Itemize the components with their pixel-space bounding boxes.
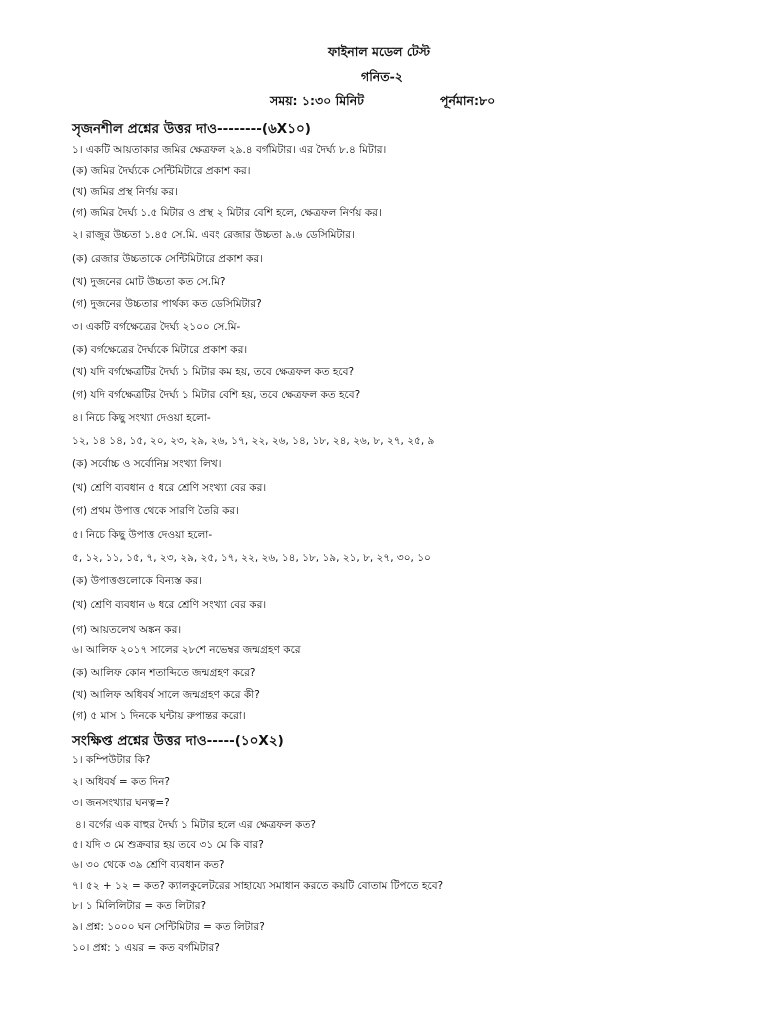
short-question-line: ৩। জনসংখ্যার ঘনত্ব=? bbox=[72, 797, 170, 809]
question-line: ২। রাজুর উচ্চতা ১.৪৫ সে.মি. এবং রেজার উচ্চতা ৯.৬ ডেসিমিটার। bbox=[72, 229, 355, 241]
full-marks: পূর্নমান:৮০ bbox=[440, 93, 496, 108]
short-question-line: ১০। প্রশ্ন: ১ এয়র = কত বর্গমিটার? bbox=[72, 942, 220, 954]
question-line: (ক) আলিফ কোন শতাব্দিতে জন্মগ্রহণ করে? bbox=[72, 667, 256, 679]
short-question-line: ১। কম্পিউটার কি? bbox=[72, 754, 151, 766]
subject-name: গনিত-২ bbox=[361, 69, 403, 84]
exam-time: সময়: ১:৩০ মিনিট bbox=[270, 93, 364, 108]
short-question-line: ৬। ৩০ থেকে ৩৯ শ্রেণি ব্যবধান কত? bbox=[72, 859, 225, 871]
question-line: (ক) জমির দৈর্ঘ্যকে সেন্টিমিটারে প্রকাশ কর। bbox=[72, 165, 251, 177]
short-question-line: ৭। ৫২ + ১২ = কত? ক্যালকুলেটরের সাহায্যে সমাধান করতে কয়টি বোতাম টিপতে হবে? bbox=[72, 880, 444, 892]
question-line: (গ) ৫ মাস ১ দিনকে ঘন্টায় রুপান্তর করো। bbox=[72, 710, 246, 722]
question-line: (ক) উপাত্তগুলোকে বিন্যস্ত কর। bbox=[72, 575, 202, 587]
question-line: (খ) শ্রেণি ব্যবধান ৬ ধরে শ্রেণি সংখ্যা বের কর। bbox=[72, 599, 267, 611]
question-line: (ক) রেজার উচ্চতাকে সেন্টিমিটারে প্রকাশ কর। bbox=[72, 253, 263, 265]
question-line: ১। একটি আয়তাকার জমির ক্ষেত্রফল ২৯.৪ বর্গমিটার। এর দৈর্ঘ্য ৮.৪ মিটার। bbox=[72, 144, 387, 156]
question-line: (খ) জমির প্রস্থ নির্ণয় কর। bbox=[72, 186, 178, 198]
question-line: (গ) প্রথম উপাত্ত থেকে সারণি তৈরি কর। bbox=[72, 505, 239, 517]
question-line: (গ) দুজনের উচ্চতার পার্থক্য কত ডেসিমিটার? bbox=[72, 298, 262, 310]
exam-title: ফাইনাল মডেল টেস্ট bbox=[328, 44, 431, 59]
short-question-line: ৯। প্রশ্ন: ১০০০ ঘন সেন্টিমিটার = কত লিটার? bbox=[72, 921, 265, 933]
question-line: (খ) আলিফ অধিবর্ষ সালে জন্মগ্রহণ করে কী? bbox=[72, 689, 260, 701]
question-line: ৪। নিচে কিছু সংখ্যা দেওয়া হলো- bbox=[72, 412, 211, 424]
question-line: ৬। আলিফ ২০১৭ সালের ২৮শে নভেম্বর জন্মগ্রহণ করে bbox=[72, 644, 301, 656]
question-line: (ক) বর্গক্ষেত্রের দৈর্ঘ্যকে মিটারে প্রকাশ কর। bbox=[72, 344, 248, 356]
question-line: (খ) শ্রেণি ব্যবধান ৫ ধরে শ্রেণি সংখ্যা বের কর। bbox=[72, 482, 267, 494]
question-line: (গ) আয়তলেখ অঙ্কন কর। bbox=[72, 624, 182, 636]
creative-section-heading: সৃজনশীল প্রশ্নের উত্তর দাও--------(৬X১০) bbox=[72, 121, 311, 137]
question-line: (গ) যদি বর্গক্ষেত্রটির দৈর্ঘ্য ১ মিটার বেশি হয়, তবে ক্ষেত্রফল কত হবে? bbox=[72, 389, 361, 401]
question-line: (ক) সর্বোচ্চ ও সর্বোনিম্ন সংখ্যা লিখ। bbox=[72, 458, 222, 470]
question-line: (খ) দুজনের মোট উচ্চতা কত সে.মি? bbox=[72, 276, 226, 288]
short-section-heading: সংক্ষিপ্ত প্রশ্নের উত্তর দাও-----(১০X২) bbox=[72, 733, 284, 749]
question-line: ৫। নিচে কিছু উপাত্ত দেওয়া হলো- bbox=[72, 529, 213, 541]
short-question-line: ২। অধিবর্ষ = কত দিন? bbox=[72, 776, 170, 788]
question-line: (খ) যদি বর্গক্ষেত্রটির দৈর্ঘ্য ১ মিটার কম হয়, তবে ক্ষেত্রফল কত হবে? bbox=[72, 366, 355, 378]
short-question-line: ৫। যদি ৩ মে শুক্রবার হয় তবে ৩১ মে কি বার? bbox=[72, 839, 264, 851]
question-line: (গ) জমির দৈর্ঘ্য ১.৫ মিটার ও প্রস্থ ২ মিটার বেশি হলে, ক্ষেত্রফল নির্ণয় কর। bbox=[72, 207, 382, 219]
question-line: ৩। একটি বর্গক্ষেত্রের দৈর্ঘ্য ২১০০ সে.মি- bbox=[72, 321, 241, 333]
number-list: ৫, ১২, ১১, ১৫, ৭, ২৩, ২৯, ২৫, ১৭, ২২, ২৬, ১৪, ১৮, ১৯, ২১, ৮, ২৭, ৩০, ১০ bbox=[72, 552, 431, 564]
short-question-line: ৮। ১ মিলিলিটার = কত লিটার? bbox=[72, 900, 207, 912]
short-question-line: ৪। বর্গের এক বাহুর দৈর্ঘ্য ১ মিটার হলে এর ক্ষেত্রফল কত? bbox=[75, 819, 316, 831]
number-list: ১২, ১৪ ১৪, ১৫, ২০, ২৩, ২৯, ২৬, ১৭, ২২, ২৬, ১৪, ১৮, ২৪, ২৬, ৮, ২৭, ২৫, ৯ bbox=[72, 435, 435, 447]
